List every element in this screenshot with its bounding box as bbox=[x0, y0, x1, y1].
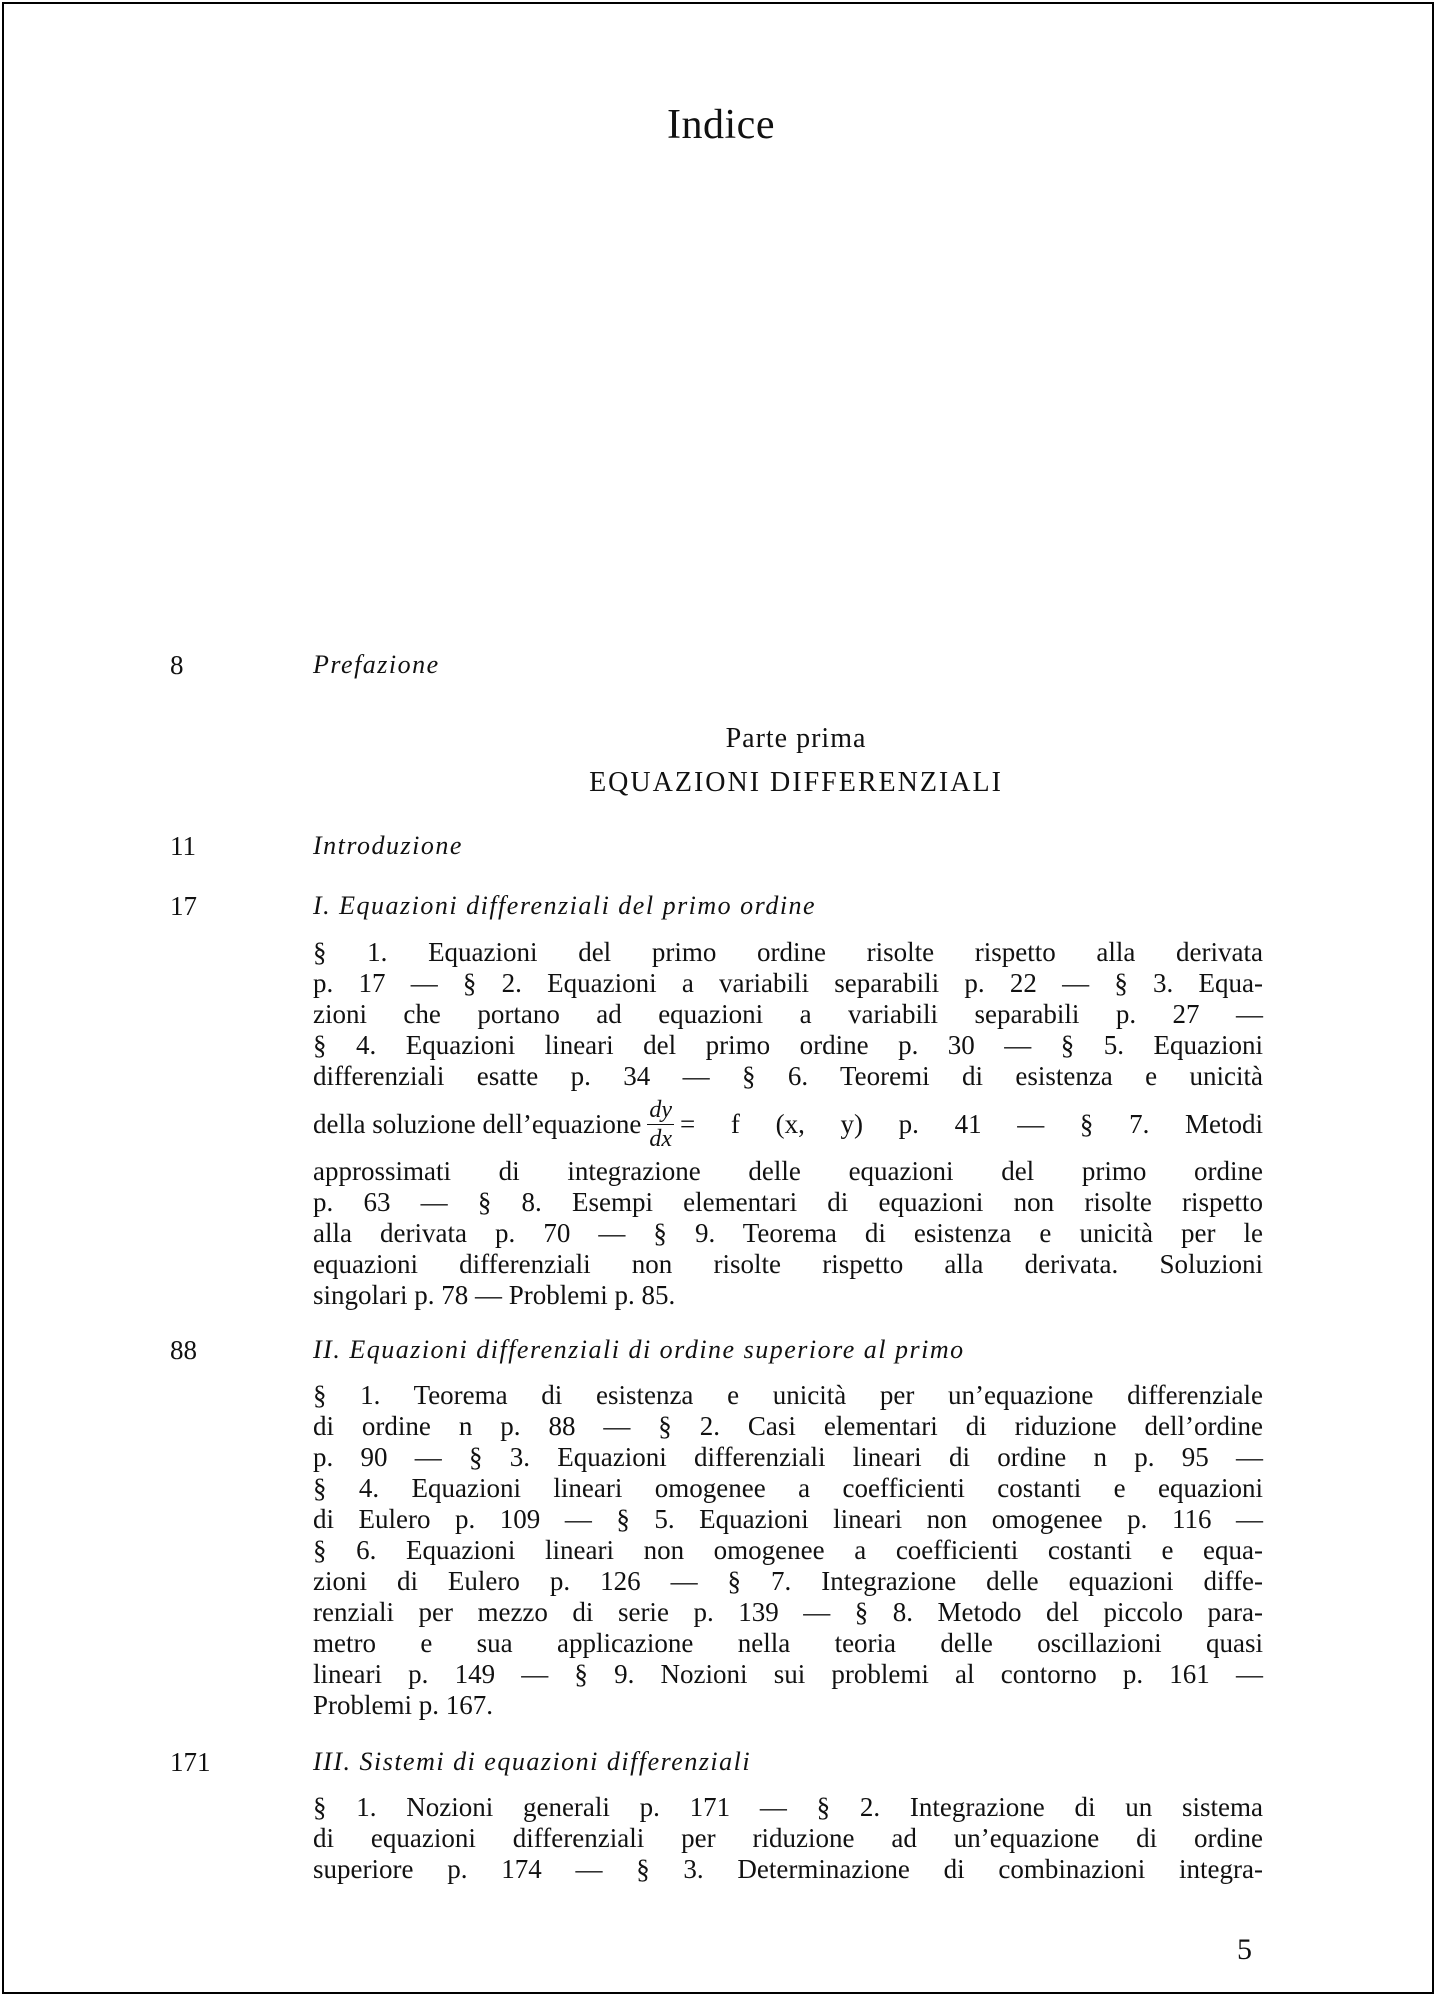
formula-text-after: = f (x, y) p. 41 — § 7. Metodi bbox=[680, 1108, 1263, 1139]
entry-page-chapter2: 88 bbox=[170, 1335, 197, 1365]
text-line: p. 63 — § 8. Esempi elementari di equazioni non risolte rispetto bbox=[313, 1187, 1263, 1217]
text-line: § 4. Equazioni lineari omogenee a coefficienti costanti e equazioni bbox=[313, 1473, 1263, 1503]
chapter3-contents bbox=[313, 1792, 1263, 1885]
chapter1-contents bbox=[313, 937, 1263, 1311]
fraction-bar bbox=[647, 1124, 674, 1125]
entry-page-prefazione: 8 bbox=[170, 650, 184, 680]
text-line: metro e sua applicazione nella teoria delle oscillazioni quasi bbox=[313, 1628, 1263, 1658]
text-line: zioni di Eulero p. 126 — § 7. Integrazione delle equazioni diffe- bbox=[313, 1566, 1263, 1596]
text-line: p. 17 — § 2. Equazioni a variabili separabili p. 22 — § 3. Equa- bbox=[313, 968, 1263, 998]
entry-page-chapter1: 17 bbox=[170, 891, 197, 921]
text-line: § 1. Teorema di esistenza e unicità per un’equazione differenziale bbox=[313, 1380, 1263, 1410]
entry-title-chapter3: III. Sistemi di equazioni differenziali bbox=[313, 1747, 752, 1776]
entry-title-chapter1: I. Equazioni differenziali del primo ordine bbox=[313, 891, 817, 920]
chapter2-contents bbox=[313, 1380, 1263, 1721]
text-line: § 1. Equazioni del primo ordine risolte rispetto alla derivata bbox=[313, 937, 1263, 967]
formula-text-before: della soluzione dell’equazione bbox=[313, 1108, 642, 1139]
part-label: Parte prima bbox=[725, 723, 867, 754]
text-line: singolari p. 78 — Problemi p. 85. bbox=[313, 1280, 676, 1310]
text-line: § 4. Equazioni lineari del primo ordine p. 30 — § 5. Equazioni bbox=[313, 1030, 1263, 1060]
page-number: 5 bbox=[1237, 1933, 1252, 1966]
entry-title-introduzione: Introduzione bbox=[313, 831, 463, 860]
text-line: approssimati di integrazione delle equazioni del primo ordine bbox=[313, 1156, 1263, 1186]
fraction-dy-dx bbox=[647, 1098, 674, 1151]
text-line: alla derivata p. 70 — § 9. Teorema di esistenza e unicità per le bbox=[313, 1218, 1263, 1248]
text-line: zioni che portano ad equazioni a variabili separabili p. 27 — bbox=[313, 999, 1263, 1029]
text-line: superiore p. 174 — § 3. Determinazione di combinazioni integra- bbox=[313, 1854, 1263, 1884]
text-line: di Eulero p. 109 — § 5. Equazioni lineari non omogenee p. 116 — bbox=[313, 1504, 1263, 1534]
text-line: p. 90 — § 3. Equazioni differenziali lineari di ordine n p. 95 — bbox=[313, 1442, 1263, 1472]
text-line: § 1. Nozioni generali p. 171 — § 2. Integrazione di un sistema bbox=[313, 1792, 1263, 1822]
text-line: § 6. Equazioni lineari non omogenee a coefficienti costanti e equa- bbox=[313, 1535, 1263, 1565]
entry-title-prefazione: Prefazione bbox=[313, 650, 440, 679]
text-line: lineari p. 149 — § 9. Nozioni sui problemi al contorno p. 161 — bbox=[313, 1659, 1263, 1689]
page-title: Indice bbox=[667, 102, 775, 148]
text-line: Problemi p. 167. bbox=[313, 1690, 493, 1720]
text-line: di ordine n p. 88 — § 2. Casi elementari di riduzione dell’ordine bbox=[313, 1411, 1263, 1441]
text-line: equazioni differenziali non risolte rispetto alla derivata. Soluzioni bbox=[313, 1249, 1263, 1279]
text-line: di equazioni differenziali per riduzione ad un’equazione di ordine bbox=[313, 1823, 1263, 1853]
fraction-denominator: dx bbox=[649, 1125, 673, 1152]
part-title: EQUAZIONI DIFFERENZIALI bbox=[589, 767, 1003, 798]
text-line: renziali per mezzo di serie p. 139 — § 8. Metodo del piccolo para- bbox=[313, 1597, 1263, 1627]
entry-title-chapter2: II. Equazioni differenziali di ordine superiore al primo bbox=[313, 1335, 965, 1364]
entry-page-chapter3: 171 bbox=[170, 1747, 211, 1777]
text-line: differenziali esatte p. 34 — § 6. Teoremi di esistenza e unicità bbox=[313, 1061, 1263, 1091]
entry-page-introduzione: 11 bbox=[170, 831, 196, 861]
fraction-numerator: dy bbox=[649, 1096, 673, 1123]
formula-line bbox=[313, 1092, 1263, 1156]
